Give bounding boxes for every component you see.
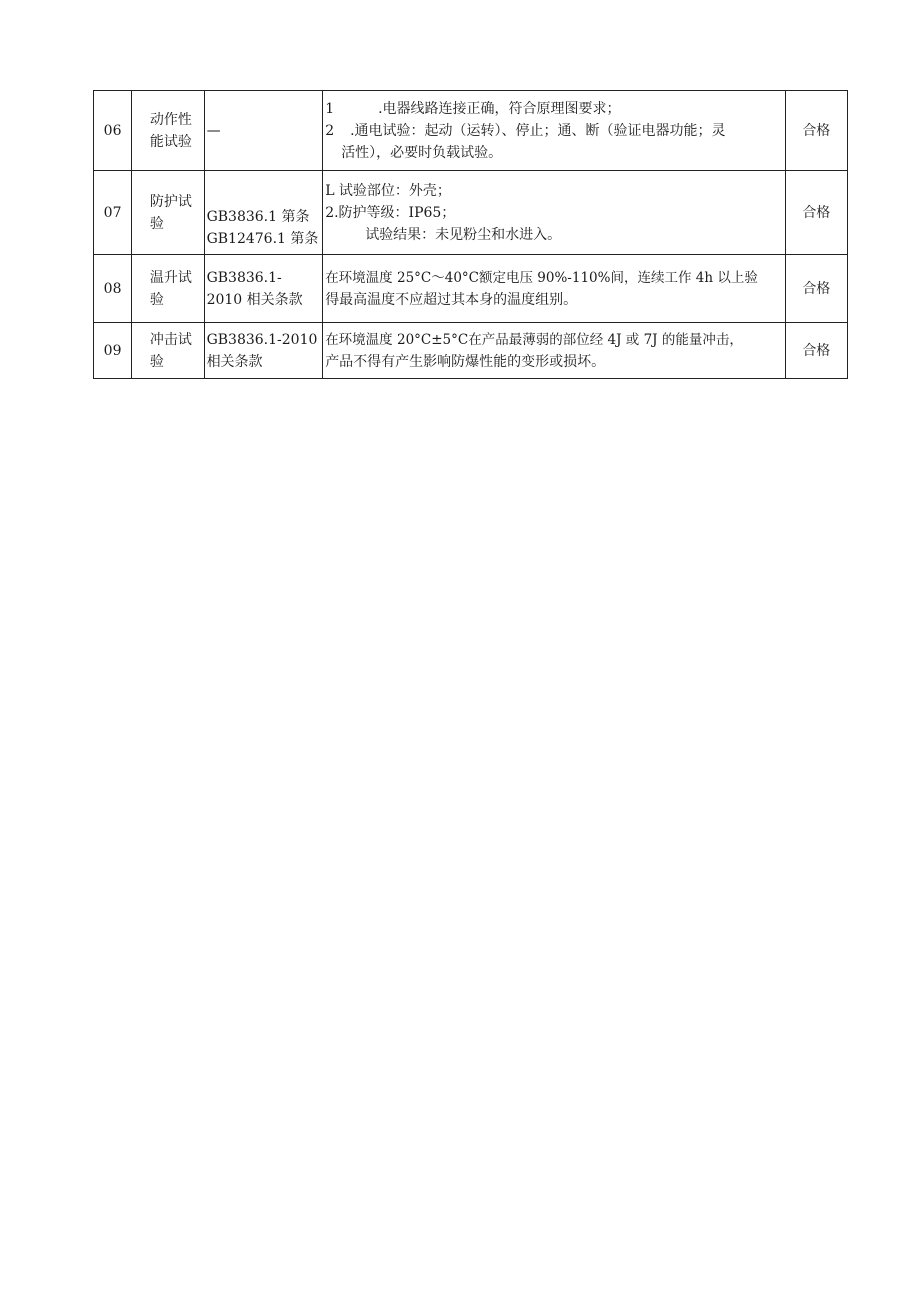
table-row [94, 91, 848, 171]
test-standard: GB3836.1 第条 GB12476.1 第条 [204, 171, 323, 255]
test-requirements: 在环境温度 25°C～40°C额定电压 90%-110%间，连续工作 4h 以上验 得最高温度不应超过其本身的温度组别。 [323, 255, 785, 323]
row-number: 06 [94, 91, 132, 171]
test-standard: — [204, 91, 323, 171]
test-requirements: 1 .电器线路连接正确，符合原理图要求； 2 .通电试验：起动（运转）、停止；通、断（验证电器功能；灵 活性），必要时负载试验。 [323, 91, 785, 171]
table-row [94, 323, 848, 379]
test-item: 防护试 验 [132, 171, 204, 255]
test-result: 合格 [785, 255, 847, 323]
test-result: 合格 [785, 171, 847, 255]
inspection-table [93, 90, 848, 379]
row-number: 08 [94, 255, 132, 323]
test-requirements: L 试验部位：外壳； 2.防护等级：IP65； 试验结果：未见粉尘和水进入。 [323, 171, 785, 255]
test-result: 合格 [785, 91, 847, 171]
row-number: 09 [94, 323, 132, 379]
test-requirements: 在环境温度 20°C±5°C在产品最薄弱的部位经 4J 或 7J 的能量冲击， 产品不得有产生影响防爆性能的变形或损坏。 [323, 323, 785, 379]
table-row [94, 171, 848, 255]
table-row [94, 255, 848, 323]
test-standard: GB3836.1-2010 相关条款 [204, 323, 323, 379]
test-standard: GB3836.1- 2010 相关条款 [204, 255, 323, 323]
test-item: 冲击试 验 [132, 323, 204, 379]
test-item: 动作性 能试验 [132, 91, 204, 171]
row-number: 07 [94, 171, 132, 255]
test-result: 合格 [785, 323, 847, 379]
test-item: 温升试 验 [132, 255, 204, 323]
